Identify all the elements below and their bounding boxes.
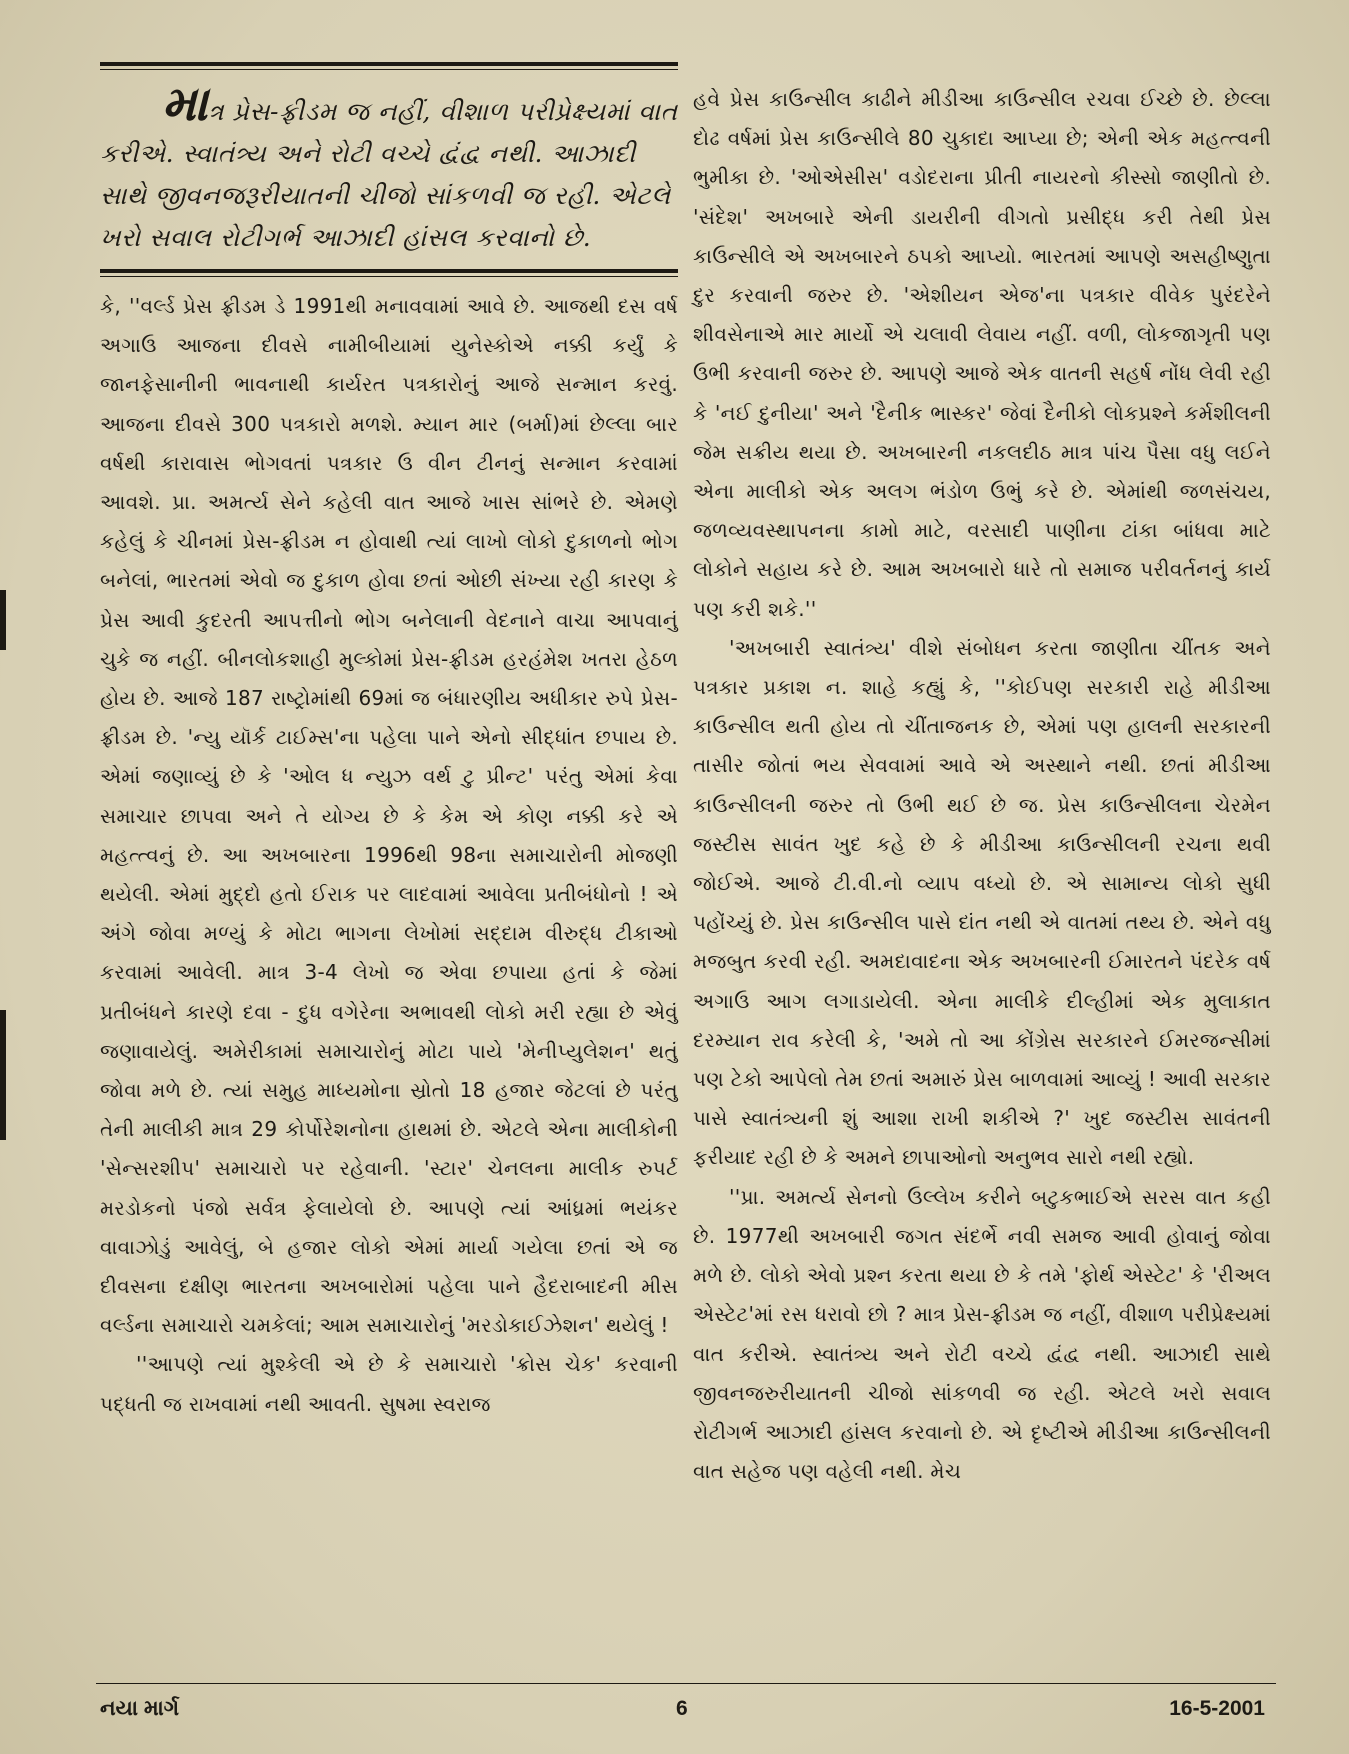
pull-quote-text: ત્ર પ્રેસ-ફ્રીડમ જ નહીં, વીશાળ પરીપ્રેક્ષ્યમાં વાત કરીએ. સ્વાતંત્ર્ય અને રોટી વચ્ચે દ્વંદ્વ નથી. આઝાદી સાથે જીવનજરૂરીયાતની ચીજો સાંકળવી જ રહી. એટલે ખરો સવાલ રોટીગર્ભ આઝાદી હાંસલ કરવાનો છે.: [100, 97, 678, 252]
page-number: 6: [676, 1697, 688, 1720]
left-column: [100, 62, 678, 1424]
issue-date: 16-5-2001: [1169, 1697, 1265, 1720]
paragraph: હવે પ્રેસ કાઉન્સીલ કાઢીને મીડીઆ કાઉન્સીલ રચવા ઈચ્છે છે. છેલ્લા દોઢ વર્ષમાં પ્રેસ કાઉન્સીલે 80 ચુકાદા આપ્યા છે; એની એક મહત્ત્વની ભુમીકા છે. 'ઓએસીસ' વડોદરાના પ્રીતી નાયરનો કીસ્સો જાણીતો છે. 'સંદેશ' અખબારે એની ડાયરીની વીગતો પ્રસીદ્ધ કરી તેથી પ્રેસ કાઉન્સીલે એ અખબારને ઠપકો આપ્યો. ભારતમાં આપણે અસહીષ્ણુતા દુર કરવાની જરુર છે. 'એશીયન એજ'ના પત્રકાર વીવેક પુરંદરેને શીવસેનાએ માર માર્યો એ ચલાવી લેવાય નહીં. વળી, લોકજાગૃતી પણ ઉભી કરવાની જરુર છે. આપણે આજે એક વાતની સહર્ષ નોંધ લેવી રહી કે 'નઈ દુનીયા' અને 'દૈનીક ભાસ્કર' જેવાં દૈનીકો લોકપ્રશ્ને કર્મશીલની જેમ સક્રીય થયા છે. અખબારની નકલદીઠ માત્ર પાંચ પૈસા વધુ લઈને એના માલીકો એક અલગ ભંડોળ ઉભું કરે છે. એમાંથી જળસંચય, જળવ્યવસ્થાપનના કામો માટે, વરસાદી પાણીના ટાંકા બાંધવા માટે લોકોને સહાય કરે છે. આમ અખબારો ધારે તો સમાજ પરીવર્તનનું કાર્ય પણ કરી શકે.'': [693, 87, 1271, 621]
paragraph: 'અખબારી સ્વાતંત્ર્ય' વીશે સંબોધન કરતા જાણીતા ચીંતક અને પત્રકાર પ્રકાશ ન. શાહે કહ્યું કે, ''કોઈપણ સરકારી રાહે મીડીઆ કાઉન્સીલ થતી હોય તો ચીંતાજનક છે, એમાં પણ હાલની સરકારની તાસીર જોતાં ભય સેવવામાં આવે એ અસ્થાને નથી. છતાં મીડીઆ કાઉન્સીલની જરુર તો ઉભી થઈ છે જ. પ્રેસ કાઉન્સીલના ચેરમેન જસ્ટીસ સાવંત ખુદ કહે છે કે મીડીઆ કાઉન્સીલની રચના થવી જોઈએ. આજે ટી.વી.નો વ્યાપ વધ્યો છે. એ સામાન્ય લોકો સુધી પહોંચ્યું છે. પ્રેસ કાઉન્સીલ પાસે દાંત નથી એ વાતમાં તથ્ય છે. એને વધુ મજબુત કરવી રહી. અમદાવાદના એક અખબારની ઈમારતને પંદરેક વર્ષ અગાઉ આગ લગાડાયેલી. એના માલીકે દીલ્હીમાં એક મુલાકાત દરમ્યાન રાવ કરેલી કે, 'અમે તો આ કોંગ્રેસ સરકારને ઈમરજન્સીમાં પણ ટેકો આપેલો તેમ છતાં અમારું પ્રેસ બાળવામાં આવ્યું ! આવી સરકાર પાસે સ્વાતંત્ર્યની શું આશા રાખી શકીએ ?' ખુદ જસ્ટીસ સાવંતની ફરીયાદ રહી છે કે અમને છાપાઓનો અનુભવ સારો નથી રહ્યો.: [693, 635, 1271, 1170]
right-column: [693, 80, 1271, 1491]
scan-edge-mark: [0, 1010, 6, 1140]
pull-quote-dropcap: મા: [162, 76, 209, 132]
scan-edge-mark: [0, 590, 6, 650]
paragraph: ''આપણે ત્યાં મુશ્કેલી એ છે કે સમાચારો 'ક્રોસ ચેક' કરવાની પદ્ધતી જ રાખવામાં નથી આવતી. સુષમા સ્વરાજ: [100, 1352, 678, 1416]
left-article-body: [100, 287, 678, 1424]
top-rule: [100, 62, 678, 70]
pull-quote: [100, 76, 678, 259]
paragraph: ''પ્રા. અમર્ત્ય સેનનો ઉલ્લેખ કરીને બટુકભાઈએ સરસ વાત કહી છે. 1977થી અખબારી જગત સંદર્ભે નવી સમજ આવી હોવાનું જોવા મળે છે. લોકો એવો પ્રશ્ન કરતા થયા છે કે તમે 'ફોર્થ એસ્ટેટ' કે 'રીઅલ એસ્ટેટ'માં રસ ધરાવો છો ? માત્ર પ્રેસ-ફ્રીડમ જ નહીં, વીશાળ પરીપ્રેક્ષ્યમાં વાત કરીએ. સ્વાતંત્ર્ય અને રોટી વચ્ચે દ્વંદ્વ નથી. આઝાદી સાથે જીવનજરુરીયાતની ચીજો સાંકળવી જ રહી. એટલે ખરો સવાલ રોટીગર્ભ આઝાદી હાંસલ કરવાનો છે. એ દૃષ્ટીએ મીડીઆ કાઉન્સીલની વાત સહેજ પણ વહેલી નથી. મેચ: [693, 1184, 1271, 1484]
paragraph: કે, ''વર્લ્ડ પ્રેસ ફ્રીડમ ડે 1991થી મનાવવામાં આવે છે. આજથી દસ વર્ષ અગાઉ આજના દીવસે નામીબીયામાં યુનેસ્કોએ નક્કી કર્યું કે જાનફેસાનીની ભાવનાથી કાર્યરત પત્રકારોનું આજે સન્માન કરવું. આજના દીવસે 300 પત્રકારો મળશે. મ્યાન માર (બર્મા)માં છેલ્લા બાર વર્ષથી કારાવાસ ભોગવતાં પત્રકાર ઉ વીન ટીનનું સન્માન કરવામાં આવશે. પ્રા. અમર્ત્ય સેને કહેલી વાત આજે ખાસ સાંભરે છે. એમણે કહેલું કે ચીનમાં પ્રેસ-ફ્રીડમ ન હોવાથી ત્યાં લાખો લોકો દુકાળનો ભોગ બનેલાં, ભારતમાં એવો જ દુકાળ હોવા છતાં ઓછી સંખ્યા રહી કારણ કે પ્રેસ આવી કુદરતી આપત્તીનો ભોગ બનેલાની વેદનાને વાચા આપવાનું ચુકે જ નહીં. બીનલોકશાહી મુલ્કોમાં પ્રેસ-ફ્રીડમ હરહંમેશ ખતરા હેઠળ હોય છે. આજે 187 રાષ્ટ્રોમાંથી 69માં જ બંધારણીય અધીકાર રુપે પ્રેસ-ફ્રીડમ છે. 'ન્યુ યૉર્ક ટાઈમ્સ'ના પહેલા પાને એનો સીદ્ધાંત છપાય છે. એમાં જણાવ્યું છે કે 'ઓલ ધ ન્યુઝ વર્થ ટુ પ્રીન્ટ' પરંતુ એમાં કેવા સમાચાર છાપવા અને તે યોગ્ય છે કે કેમ એ કોણ નક્કી કરે એ મહત્ત્વનું છે. આ અખબારના 1996થી 98ના સમાચારોની મોજણી થયેલી. એમાં મુદ્દો હતો ઈરાક પર લાદવામાં આવેલા પ્રતીબંધોનો ! એ અંગે જોવા મળ્યું કે મોટા ભાગના લેખોમાં સદ્દામ વીરુદ્ધ ટીકાઓ કરવામાં આવેલી. માત્ર 3-4 લેખો જ એવા છપાયા હતાં કે જેમાં પ્રતીબંધને કારણે દવા - દુધ વગેરેના અભાવથી લોકો મરી રહ્યા છે એવું જણાવાયેલું. અમેરીકામાં સમાચારોનું મોટા પાયે 'મેનીપ્યુલેશન' થતું જોવા મળે છે. ત્યાં સમુહ માધ્યમોના સ્રોતો 18 હજાર જેટલાં છે પરંતુ તેની માલીકી માત્ર 29 કોર્પોરેશનોના હાથમાં છે. એટલે એના માલીકોની 'સેન્સરશીપ' સમાચારો પર રહેવાની. 'સ્ટાર' ચેનલના માલીક રુપર્ટ મરડોકનો પંજો સર્વત્ર ફેલાયેલો છે. આપણે ત્યાં આંધ્રમાં ભયંકર વાવાઝોડું આવેલું, બે હજાર લોકો એમાં માર્યા ગયેલા છતાં એ જ દીવસના દક્ષીણ ભારતના અખબારોમાં પહેલા પાને હૈદરાબાદની મીસ વર્લ્ડના સમાચારો ચમકેલાં; આમ સમાચારોનું 'મરડોકાઈઝેશન' થયેલું !: [100, 294, 678, 1338]
publication-name: નયા માર્ગ: [100, 1697, 180, 1720]
footer-rule: [96, 1683, 1276, 1684]
pull-quote-bottom-rule: [100, 269, 678, 277]
